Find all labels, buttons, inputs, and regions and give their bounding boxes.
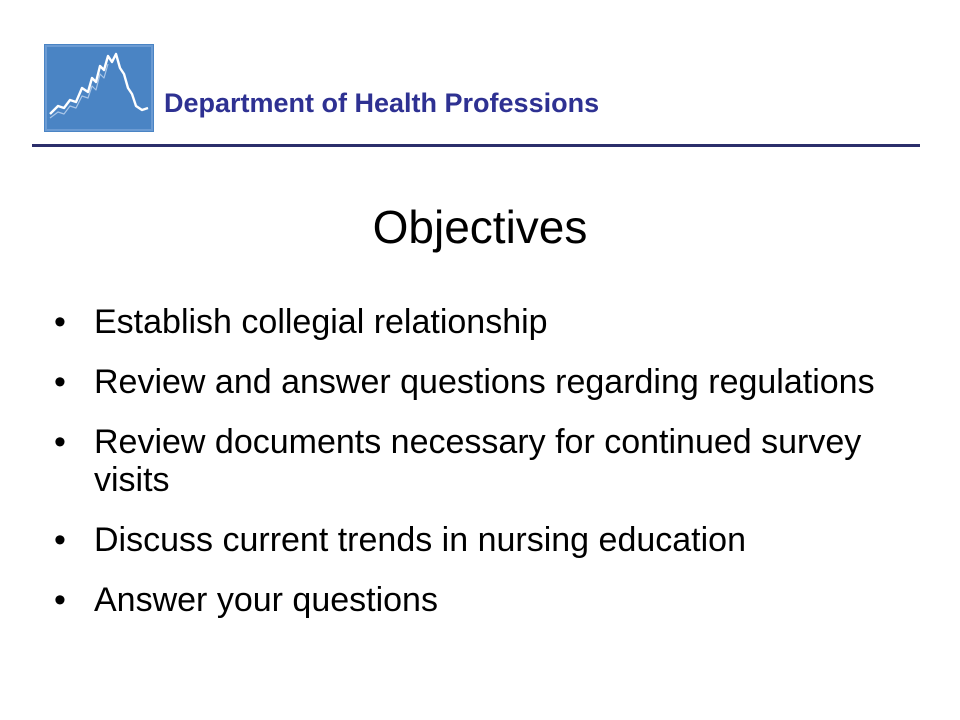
bullet-item xyxy=(54,363,934,401)
slide-title: Objectives xyxy=(372,201,588,253)
bullet-marker: • xyxy=(54,581,66,619)
bullet-item xyxy=(54,521,934,559)
bullet-text: Discuss current trends in nursing education xyxy=(94,521,746,559)
bullet-marker: • xyxy=(54,423,66,461)
organization-name: Department of Health Professions xyxy=(164,88,600,118)
ekg-line-chart-logo-icon xyxy=(44,44,154,132)
bullet-item xyxy=(54,581,934,619)
bullet-text: Answer your questions xyxy=(94,581,438,619)
bullet-text: Establish collegial relationship xyxy=(94,303,548,341)
header-logo xyxy=(44,44,154,132)
bullet-marker: • xyxy=(54,363,66,401)
bullet-text: Review documents necessary for continued survey visits xyxy=(94,423,862,499)
header-divider xyxy=(32,144,920,147)
bullet-list xyxy=(54,303,934,641)
bullet-marker: • xyxy=(54,303,66,341)
bullet-item xyxy=(54,303,934,341)
bullet-marker: • xyxy=(54,521,66,559)
bullet-item xyxy=(54,423,934,499)
bullet-text: Review and answer questions regarding regulations xyxy=(94,363,875,401)
